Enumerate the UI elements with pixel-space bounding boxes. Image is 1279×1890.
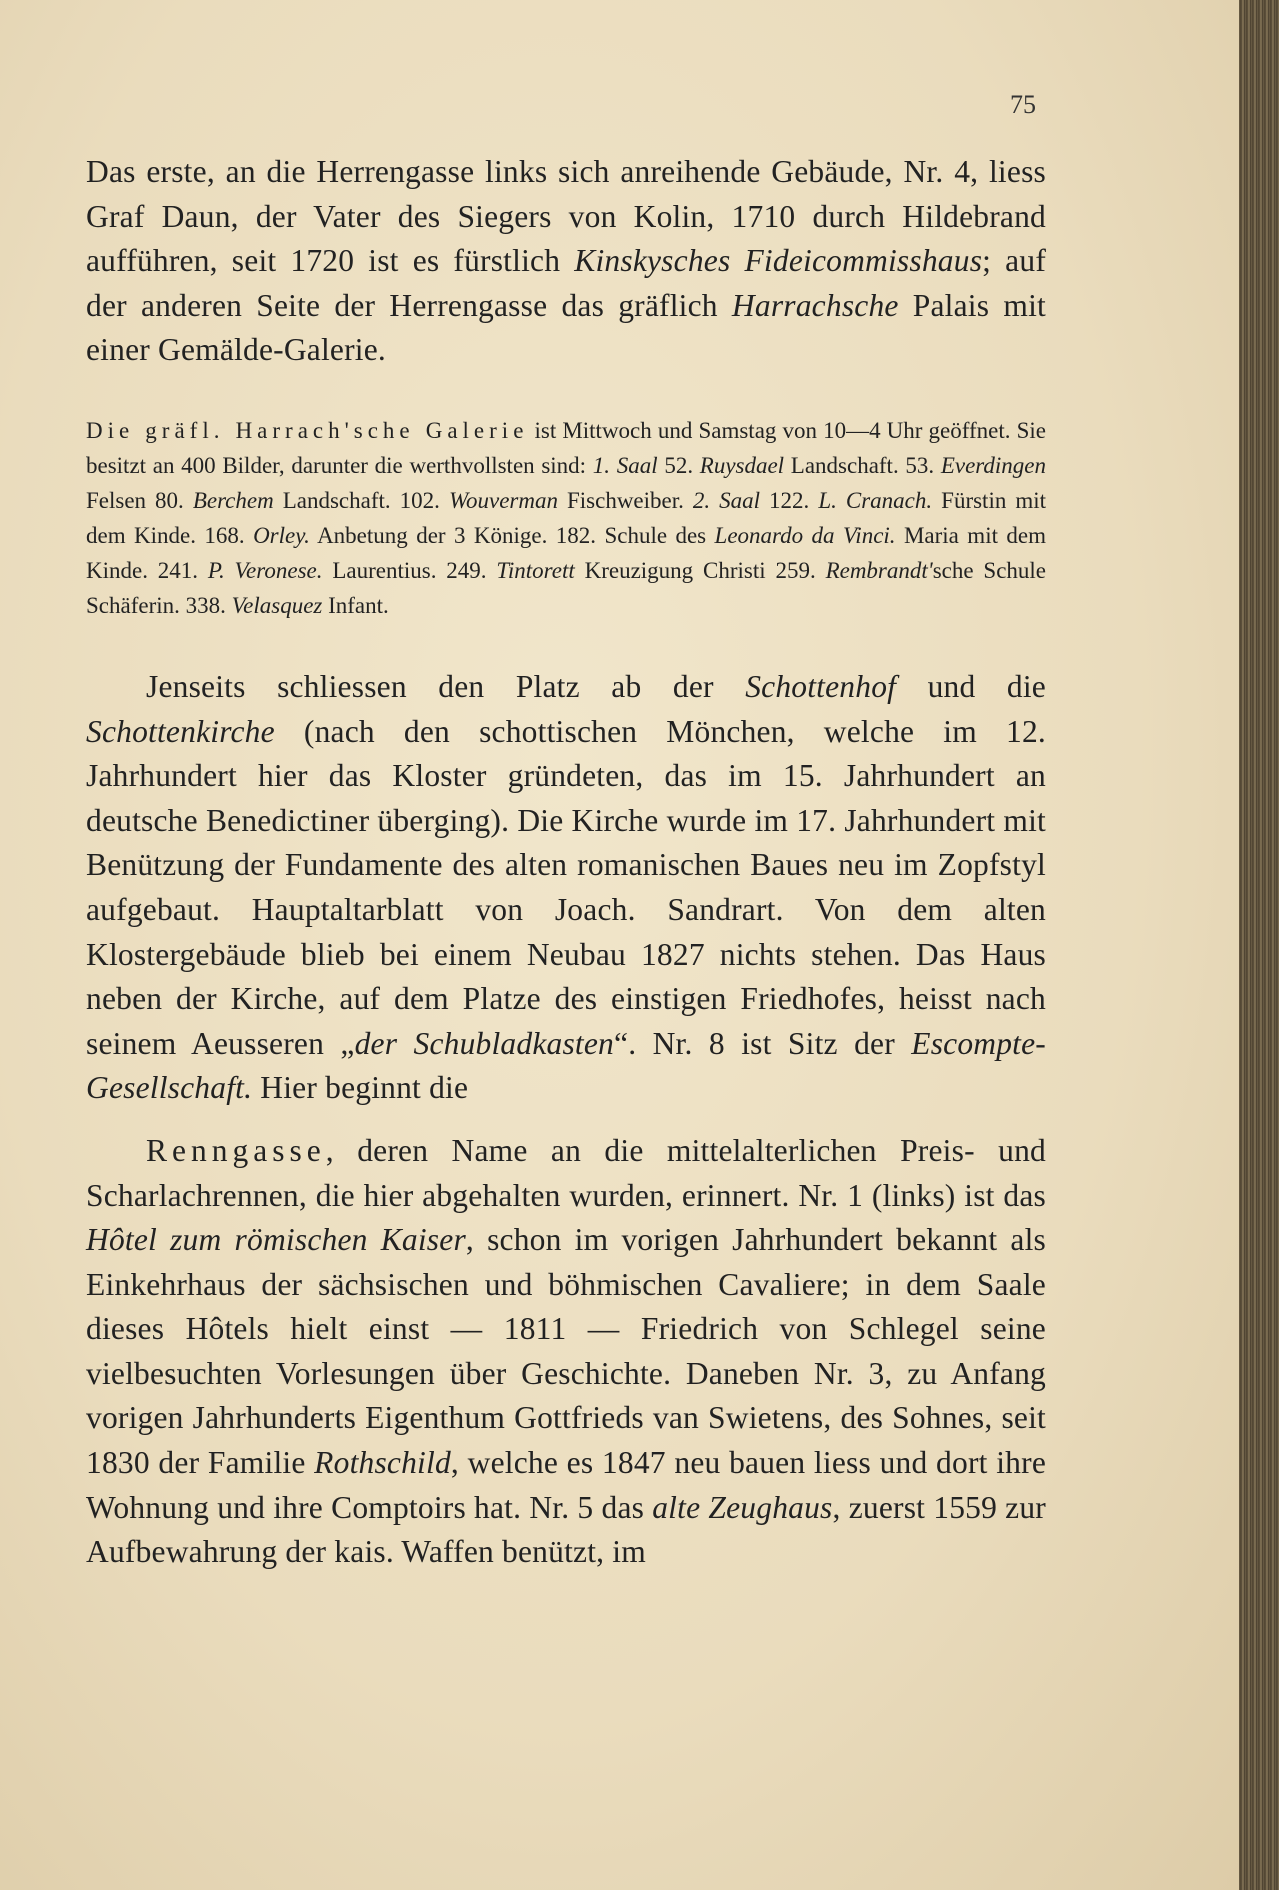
paragraph-herrengasse — [86, 150, 1046, 373]
text-segment: Everdingen — [940, 452, 1047, 478]
text-segment: Kinskysches Fideicommisshaus — [574, 243, 983, 279]
text-segment: Die gräfl. Harrach'sche Galerie — [86, 417, 529, 443]
text-segment: Hier beginnt die — [252, 1070, 469, 1106]
page-text — [86, 150, 1046, 1575]
text-segment: Jenseits schliessen den Platz ab der — [146, 668, 746, 704]
text-segment: , deren Name an die mittelalterlichen Preis- und Scharlachrennen, die hier abgehalten wurden, erinnert. Nr. 1 (links) ist das — [86, 1132, 1046, 1213]
text-segment: P. Veronese. — [207, 557, 323, 583]
text-segment: Escompte-Gesellschaft. — [86, 1025, 1047, 1106]
text-segment: Schottenkirche — [86, 713, 275, 749]
text-segment: Landschaft. 53. — [784, 452, 941, 478]
text-segment: 2. Saal — [692, 487, 761, 513]
text-segment: Laurentius. 249. — [322, 557, 497, 583]
text-segment: Schottenhof — [745, 668, 897, 704]
text-segment: Orley. — [253, 522, 310, 548]
text-segment: “. Nr. 8 ist Sitz der — [614, 1025, 912, 1061]
text-segment: Renngasse — [146, 1132, 326, 1168]
text-segment: Palais mit einer Gemälde-Galerie. — [86, 287, 1046, 368]
text-segment: Das erste, an die Herrengasse links sich anreihende Gebäude, Nr. 4, liess Graf Daun, der Vater des Siegers von Kolin, 1710 durch Hildebrand aufführen, seit 1720 ist es fürstlich — [86, 154, 1046, 279]
text-segment: ist Mittwoch und Samstag von 10—4 Uhr geöffnet. Sie besitzt an 400 Bilder, darunter die werthvollsten sind: — [86, 417, 1046, 478]
text-segment: und die — [896, 668, 1046, 704]
text-segment: ; auf der anderen Seite der Herrengasse das gräflich — [86, 243, 1047, 323]
text-segment: Infant. — [322, 592, 389, 618]
text-segment: Leonardo da Vinci. — [714, 522, 896, 548]
text-segment: Rothschild — [314, 1445, 451, 1481]
text-segment: Landschaft. 102. — [273, 487, 449, 513]
text-segment: , welche es 1847 neu bauen liess und dort ihre Wohnung und ihre Comptoirs hat. Nr. 5 das — [86, 1445, 1047, 1525]
paragraph-renngasse — [86, 1129, 1046, 1575]
text-segment: 52. — [657, 452, 700, 478]
text-segment: Kreuzigung Christi 259. — [574, 557, 826, 583]
text-segment: Fürstin mit dem Kinde. 168. — [86, 487, 1047, 548]
text-segment: Velasquez — [231, 592, 323, 618]
text-segment: der Schubladkasten — [354, 1025, 615, 1061]
text-segment: Anbetung der 3 Könige. 182. Schule des — [309, 522, 715, 548]
text-segment: Fischweiber. — [557, 487, 693, 513]
page-number: 75 — [1010, 90, 1036, 119]
text-segment: Wouverman — [448, 487, 558, 513]
text-segment: Tintorett — [496, 557, 575, 583]
text-segment: Ruysdael — [699, 452, 785, 478]
text-segment: (nach den schottischen Mönchen, welche im 12. Jahrhundert hier das Kloster gründeten, das im 15. Jahrhundert an deutsche Benedictiner überging). Die Kirche wurde im 17. Jahrhundert mit Benützung der Fundamente des alten romanischen Baues neu im Zopfstyl aufgebaut. Hauptaltarblatt von Joach. Sandrart. Von dem alten Klostergebäude blieb bei einem Neubau 1827 nichts stehen. Das Haus neben der Kirche, auf dem Platze des einstigen Friedhofes, heisst nach seinem Aeusseren „ — [86, 713, 1046, 1061]
text-segment: L. Cranach. — [818, 487, 933, 513]
note-harrach-gallery — [86, 413, 1046, 623]
text-segment: Hôtel zum römischen Kaiser — [86, 1222, 466, 1258]
paragraph-schottenhof — [86, 665, 1046, 1111]
text-segment: Harrachsche — [731, 287, 899, 323]
book-page-edges — [1239, 0, 1279, 1890]
text-segment: Maria mit dem Kinde. 241. — [86, 522, 1046, 583]
text-segment: alte Zeughaus — [652, 1489, 833, 1525]
text-segment: , schon im vorigen Jahrhundert bekannt als Einkehrhaus der sächsischen und böhmischen Cavaliere; in dem Saale dieses Hôtels hielt einst — 1811 — Friedrich von Schlegel seine vielbesuchten Vorlesungen über Geschichte. Daneben Nr. 3, zu Anfang vorigen Jahrhunderts Eigenthum Gottfrieds van Swietens, des Sohnes, seit 1830 der Familie — [86, 1222, 1046, 1481]
text-segment: Rembrandt' — [825, 557, 933, 583]
text-segment: 122. — [760, 487, 819, 513]
text-segment: Felsen 80. — [86, 487, 193, 513]
text-segment: sche Schule Schäferin. 338. — [86, 557, 1047, 618]
text-segment: 1. Saal — [592, 452, 658, 478]
text-segment: , zuerst 1559 zur Aufbewahrung der kais. Waffen benützt, im — [86, 1489, 1047, 1570]
text-segment: Berchem — [192, 487, 274, 513]
